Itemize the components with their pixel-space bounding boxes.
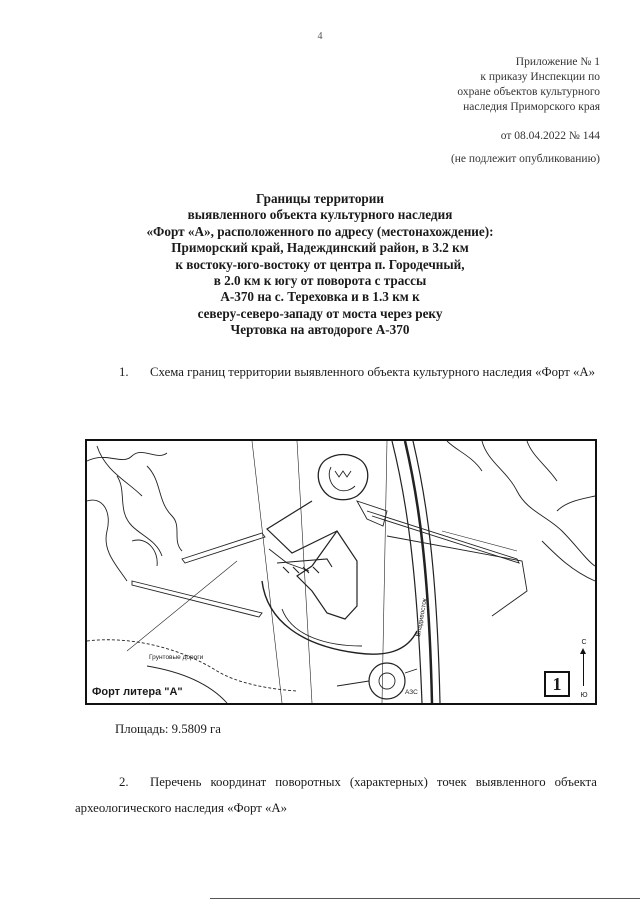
page-number: 4 bbox=[317, 31, 323, 42]
annex-header bbox=[380, 55, 600, 115]
title-line: в 2.0 км к югу от поворота с трассы bbox=[213, 273, 427, 289]
dirt-road-label: Грунтовые дороги bbox=[149, 654, 204, 661]
map-sheet-number: 1 bbox=[544, 671, 570, 697]
small-map-label: АЗС bbox=[405, 689, 418, 696]
section-1-paragraph bbox=[75, 359, 597, 385]
boundary-map bbox=[85, 439, 597, 705]
section-2-paragraph bbox=[75, 769, 597, 821]
map-drawing bbox=[87, 441, 595, 703]
title-line: Приморский край, Надеждинский район, в 3.2 км bbox=[171, 240, 469, 256]
annex-date: от 08.04.2022 № 144 bbox=[500, 130, 600, 142]
map-caption: Форт литера "А" bbox=[92, 686, 183, 698]
title-line: северу-северо-западу от моста через реку bbox=[197, 305, 443, 321]
section-2-text: Перечень координат поворотных (характерных) точек выявленного объекта археологического наследия «Форт «А» bbox=[75, 775, 597, 815]
title-line: Границы территории bbox=[256, 191, 384, 206]
document-title bbox=[0, 191, 640, 339]
title-line: к востоку-юго-востоку от центра п. Городечный, bbox=[175, 256, 465, 272]
annex-line: охране объектов культурного bbox=[457, 86, 600, 98]
annex-line: Приложение № 1 bbox=[515, 56, 600, 68]
title-line: «Форт «А», расположенного по адресу (местонахождение): bbox=[146, 223, 494, 239]
section-1-number: 1. bbox=[119, 365, 129, 379]
north-arrow-icon bbox=[577, 639, 591, 699]
title-line: выявленного объекта культурного наследия bbox=[187, 207, 453, 223]
highway-label: Владивосток bbox=[415, 597, 429, 638]
compass-north: С bbox=[581, 639, 587, 646]
annex-note: (не подлежит опубликованию) bbox=[450, 153, 600, 165]
page-bottom-rule bbox=[210, 898, 640, 899]
annex-line: наследия Приморского края bbox=[463, 101, 600, 113]
annex-line: к приказу Инспекции по bbox=[480, 71, 600, 83]
section-2-number: 2. bbox=[119, 775, 129, 789]
compass-south: Ю bbox=[580, 692, 588, 699]
section-1-text: Схема границ территории выявленного объекта культурного наследия «Форт «А» bbox=[150, 365, 596, 379]
area-value: Площадь: 9.5809 га bbox=[115, 722, 221, 736]
title-line: А-370 на с. Тереховка и в 1.3 км к bbox=[220, 289, 420, 305]
title-line: Чертовка на автодороге А-370 bbox=[230, 322, 410, 338]
